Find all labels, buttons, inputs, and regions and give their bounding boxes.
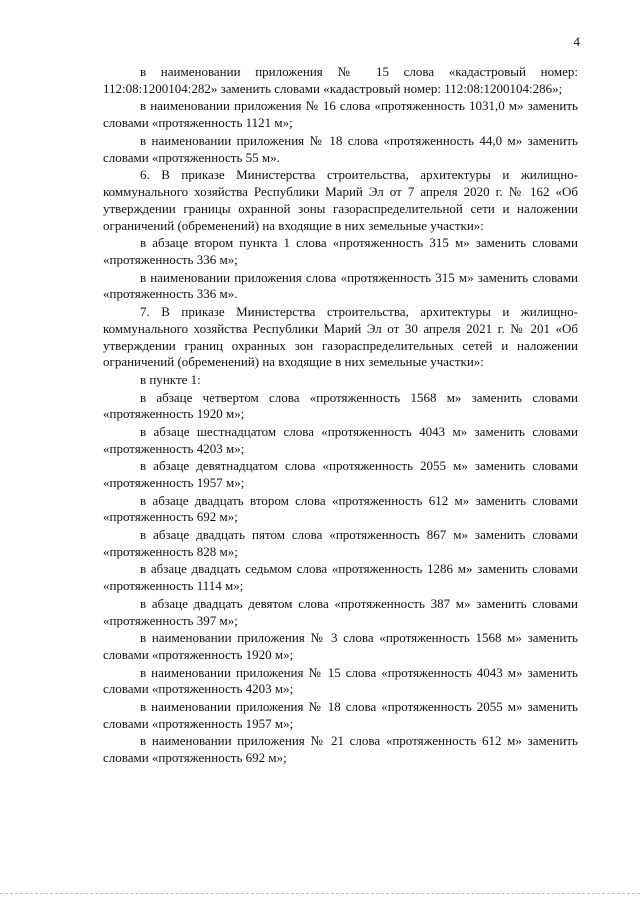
paragraph: в наименовании приложения № 15 слова «кадастровый номер: 112:08:1200104:282» заменить словами «кадастровый номер: 112:08:1200104:286»; xyxy=(103,64,578,96)
paragraph: в наименовании приложения № 16 слова «протяженность 1031,0 м» заменить словами «протяженность 1121 м»; xyxy=(103,98,578,131)
document-body xyxy=(103,64,578,768)
paragraph: в наименовании приложения слова «протяженность 315 м» заменить словами «протяженность 336 м». xyxy=(103,269,578,302)
paragraph: в абзаце шестнадцатом слова «протяженность 4043 м» заменить словами «протяженность 4203 м»; xyxy=(103,423,578,456)
page-number: 4 xyxy=(573,34,580,49)
paragraph: в абзаце двадцать девятом слова «протяженность 387 м» заменить словами «протяженность 397 м»; xyxy=(103,595,578,628)
paragraph: в наименовании приложения № 18 слова «протяженность 2055 м» заменить словами «протяженность 1957 м»; xyxy=(103,699,578,731)
paragraph: 6. В приказе Министерства строительства, архитектуры и жилищно-коммунального хозяйства Республики Марий Эл от 7 апреля 2020 г. № 162 «Об утверждении границы охранной зоны газораспределительной сети и наложении ограничений (обременений) на входящие в них земельные участки»: xyxy=(103,167,578,233)
paragraph: в абзаце двадцать пятом слова «протяженность 867 м» заменить словами «протяженность 828 м»; xyxy=(103,527,578,559)
paragraph: 7. В приказе Министерства строительства, архитектуры и жилищно-коммунального хозяйства Республики Марий Эл от 30 апреля 2021 г. № 201 «Об утверждении границ охранных зон газораспределительных сетей и наложении ограничений (обременений) на входящие в них земельные участки»: xyxy=(103,303,578,370)
paragraph: в абзаце четвертом слова «протяженность 1568 м» заменить словами «протяженность 1920 м»; xyxy=(103,389,578,422)
paragraph: в пункте 1: xyxy=(140,371,201,387)
paragraph: в наименовании приложения № 21 слова «протяженность 612 м» заменить словами «протяженность 692 м»; xyxy=(103,733,578,766)
paragraph: в абзаце втором пункта 1 слова «протяженность 315 м» заменить словами «протяженность 336 м»; xyxy=(103,235,578,267)
paragraph: в наименовании приложения № 18 слова «протяженность 44,0 м» заменить словами «протяженность 55 м». xyxy=(103,132,578,165)
paragraph: в абзаце двадцать втором слова «протяженность 612 м» заменить словами «протяженность 692 м»; xyxy=(103,492,578,525)
paragraph: в абзаце девятнадцатом слова «протяженность 2055 м» заменить словами «протяженность 1957 м»; xyxy=(103,458,578,491)
paragraph: в наименовании приложения № 15 слова «протяженность 4043 м» заменить словами «протяженность 4203 м»; xyxy=(103,664,578,697)
scan-edge-line xyxy=(0,893,640,894)
paragraph: в наименовании приложения № 3 слова «протяженность 1568 м» заменить словами «протяженность 1920 м»; xyxy=(103,630,578,663)
paragraph: в абзаце двадцать седьмом слова «протяженность 1286 м» заменить словами «протяженность 1114 м»; xyxy=(103,561,578,594)
